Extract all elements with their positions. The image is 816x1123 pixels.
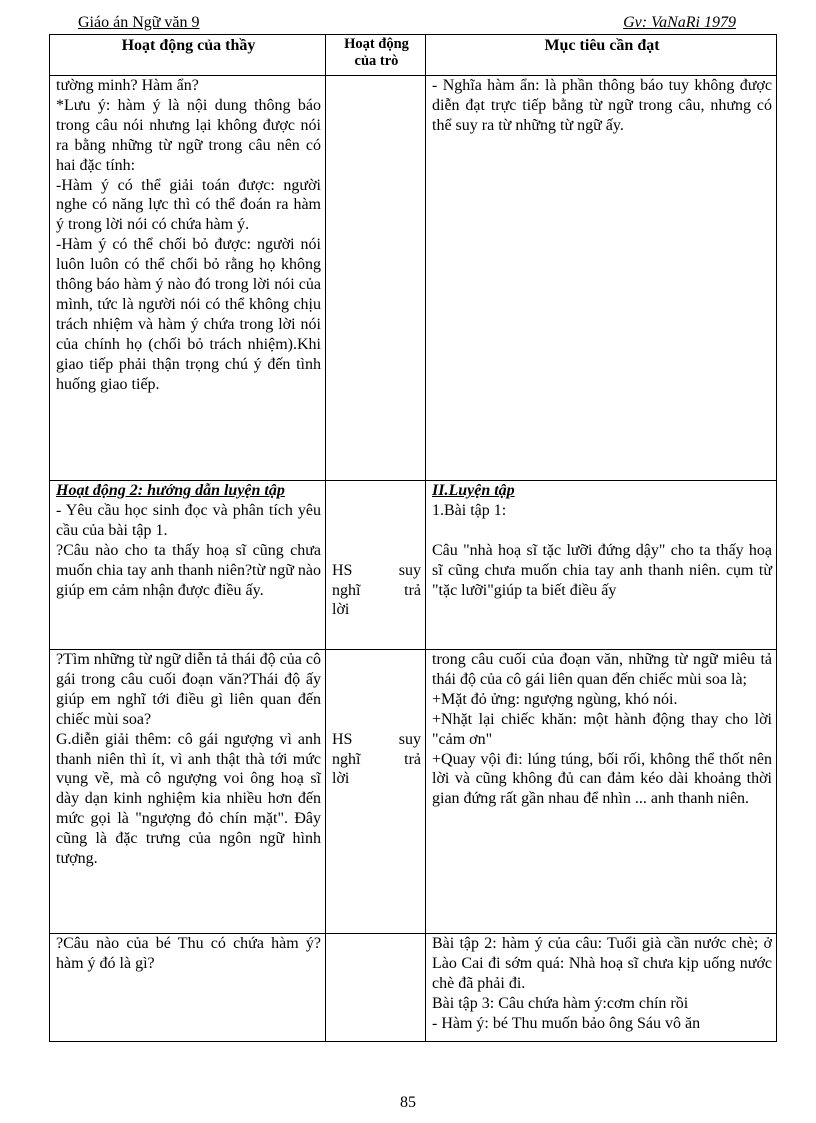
column-header-goal: Mục tiêu cần đạt — [426, 35, 777, 76]
student-response-line: nghĩ trả — [332, 581, 421, 599]
lesson-table — [49, 34, 777, 1042]
header-subject: Giáo án Ngữ văn 9 — [78, 14, 200, 31]
student-cell — [326, 76, 426, 481]
goal-cell — [426, 934, 777, 1042]
text-paragraph: G.diễn giải thêm: cô gái ngượng vì anh thanh niên thì ít, vì anh thật thà tới mức vụng về, mà cô ngượng voi ông hoạ sĩ dày dạn kinh nghiệm kia nhiều hơn đến mức gọi là "ngượng đỏ chín mặt". Đây cũng là đặc trưng của ngôn ngữ hình tượng. — [56, 730, 321, 868]
text-paragraph: +Nhặt lại chiếc khăn: một hành động thay cho lời "cảm ơn" — [432, 710, 772, 748]
goal-cell — [426, 481, 777, 650]
table-header-row — [50, 35, 777, 76]
table-row — [50, 76, 777, 481]
text-paragraph: Bài tập 2: hàm ý của câu: Tuổi già cần nước chè; ở Lào Cai đi sớm quá: Nhà hoạ sĩ chưa kịp uống nước chè đã phải đi. — [432, 935, 772, 992]
student-cell — [326, 650, 426, 934]
text-line: tường minh? Hàm ẩn? — [56, 77, 199, 94]
text-line: 1.Bài tập 1: — [432, 501, 507, 519]
column-header-teacher: Hoạt động của thầy — [50, 35, 326, 76]
teacher-cell — [50, 934, 326, 1042]
teacher-cell — [50, 76, 326, 481]
text-paragraph: -Hàm ý có thể giải toán được: người nghe có năng lực thì có thể đoán ra hàm ý trong lời nói có chứa hàm ý. — [56, 176, 321, 234]
text-paragraph: ?Câu nào cho ta thấy hoạ sĩ cũng chưa muốn chia tay anh thanh niên?từ ngữ nào giúp em cảm nhận được điều ấy. — [56, 541, 321, 599]
text-paragraph: ?Câu nào của bé Thu có chứa hàm ý? hàm ý đó là gì? — [56, 935, 321, 972]
text-paragraph: -Hàm ý có thể chối bỏ được: người nói luôn luôn có thể chối bỏ rằng họ không thông báo hàm ý nào đó trong lời nói của mình, tức là người nói có thể không chịu trách nhiệm và hàm ý chứa trong lời nói của chính họ (chối bỏ trách nhiệm).Khi giao tiếp phải thận trọng chú ý đến tình huống giao tiếp. — [56, 236, 321, 393]
table-row — [50, 934, 777, 1042]
student-response-line: lời — [332, 601, 350, 619]
text-paragraph: +Quay vội đi: lúng túng, bối rối, không thể thốt nên lời và cũng không đủ can đảm kéo dài khoảng thời gian đứng rất gần nhau để nhìn ... anh thanh niên. — [432, 750, 772, 808]
text-paragraph: *Lưu ý: hàm ý là nội dung thông báo trong câu nói nhưng lại không được nói ra bằng những từ ngữ trong câu nên có hai đặc tính: — [56, 96, 321, 174]
goal-cell — [426, 76, 777, 481]
table-row — [50, 650, 777, 934]
text-paragraph: +Mặt đỏ ửng: ngượng ngùng, khó nói. — [432, 690, 678, 708]
page-header — [78, 14, 736, 34]
column-header-student: Hoạt động của trò — [326, 35, 426, 76]
table-row — [50, 481, 777, 650]
student-cell — [326, 481, 426, 650]
page-number: 85 — [400, 1094, 416, 1111]
text-paragraph: - Yêu cầu học sinh đọc và phân tích yêu cầu của bài tập 1. — [56, 501, 321, 539]
teacher-cell — [50, 650, 326, 934]
goal-cell — [426, 650, 777, 934]
text-paragraph: Câu "nhà hoạ sĩ tặc lưỡi đứng dậy" cho ta thấy hoạ sĩ cũng chưa muốn chia tay anh thanh niên. cụm từ "tặc lưỡi"giúp ta biết điều ấy — [432, 541, 772, 599]
text-paragraph: - Nghĩa hàm ẩn: là phần thông báo tuy không được diễn đạt trực tiếp bằng từ ngữ trong câu, nhưng có thể suy ra từ những từ ngữ ấy. — [432, 77, 772, 134]
teacher-cell — [50, 481, 326, 650]
student-response-line: nghĩ trả — [332, 750, 421, 768]
student-response-line: lời — [332, 770, 350, 788]
text-paragraph: trong câu cuối của đoạn văn, những từ ngữ miêu tả thái độ của cô gái liên quan đến chiếc mùi soa là; — [432, 651, 772, 688]
section-heading: II.Luyện tập — [432, 482, 515, 499]
student-response-line: HS suy — [332, 730, 421, 748]
student-response-line: HS suy — [332, 561, 421, 579]
text-line: Bài tập 3: Câu chứa hàm ý:cơm chín rồi — [432, 994, 689, 1012]
text-paragraph: ?Tìm những từ ngữ diễn tả thái độ của cô gái trong câu cuối đoạn văn?Thái độ ấy giúp em nghĩ tới điều gì liên quan đến chiếc mùi soa? — [56, 651, 321, 728]
header-teacher: Gv: VaNaRi 1979 — [623, 14, 736, 31]
text-line: - Hàm ý: bé Thu muốn bảo ông Sáu vô ăn — [432, 1014, 701, 1032]
student-cell — [326, 934, 426, 1042]
section-heading: Hoạt động 2: hướng dẫn luyện tập — [56, 482, 285, 499]
